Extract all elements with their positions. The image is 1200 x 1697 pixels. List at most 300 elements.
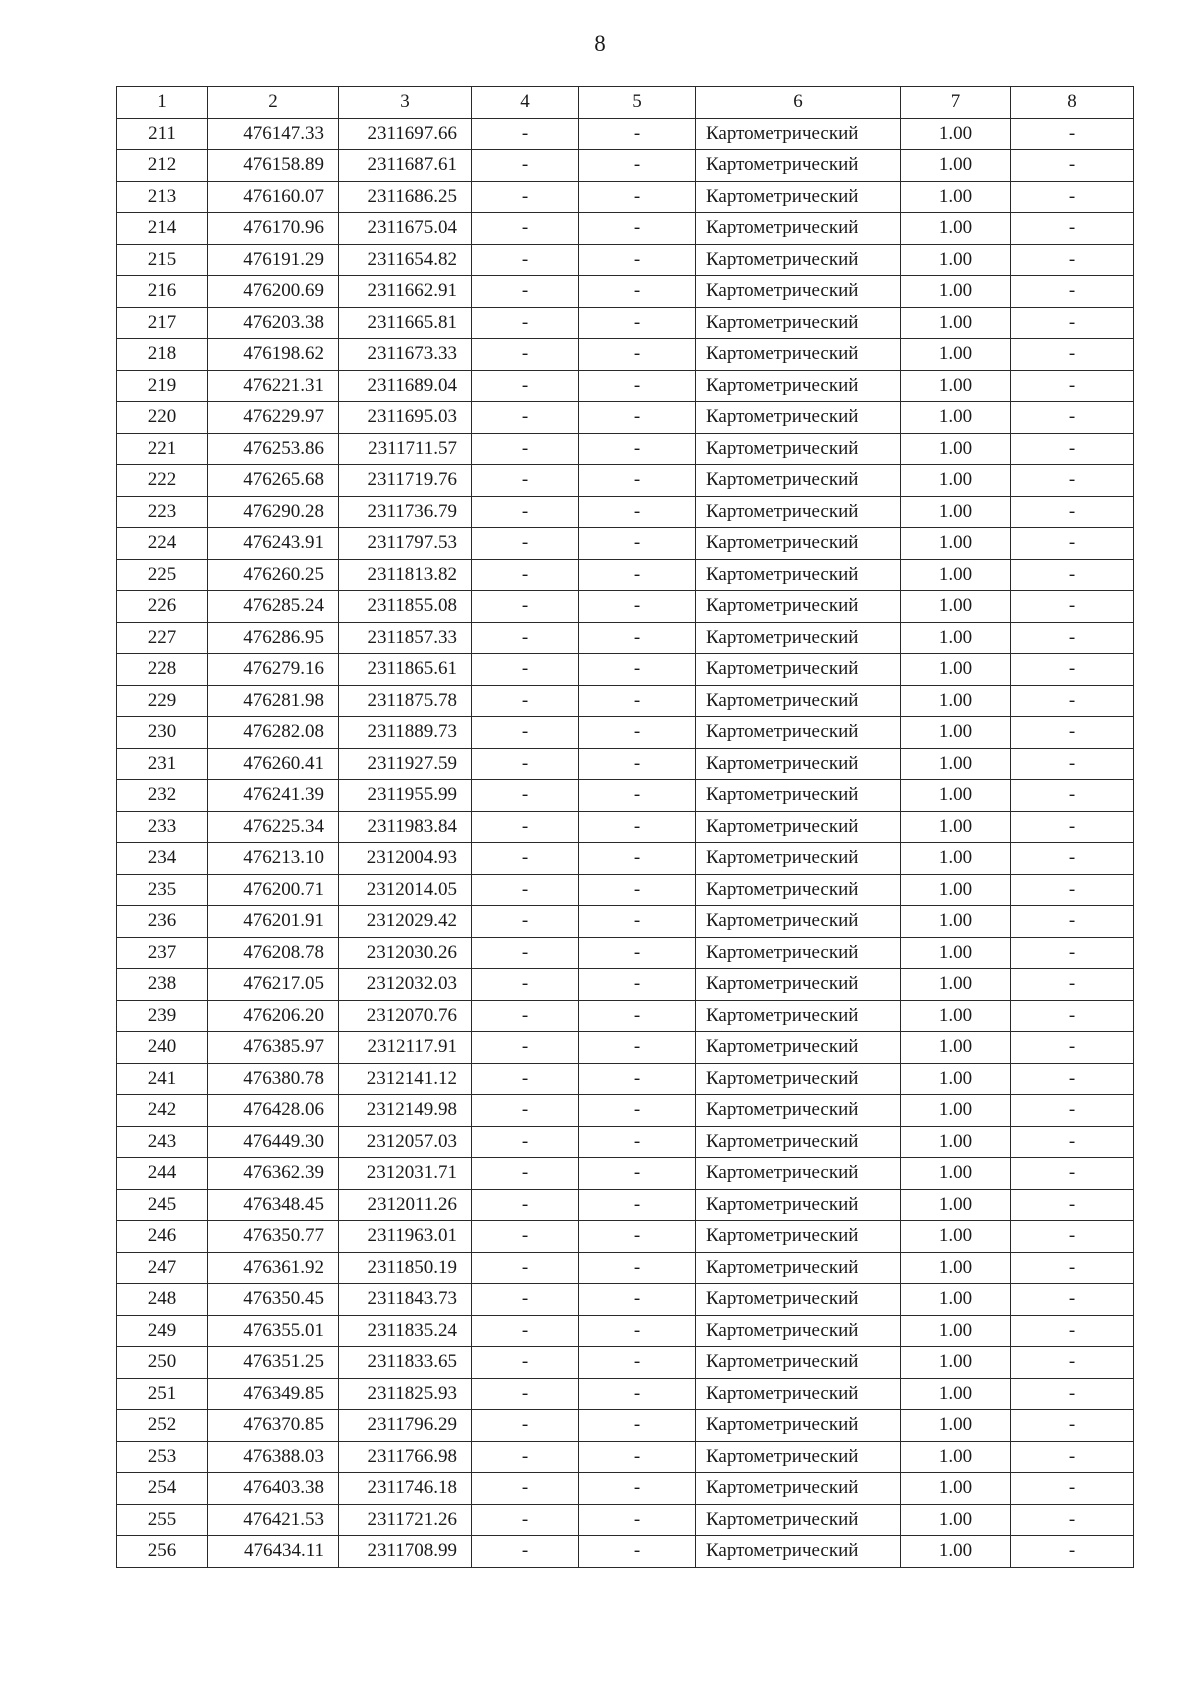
x-coordinate-cell: 476147.33 [208, 118, 339, 150]
point-number-cell: 211 [117, 118, 208, 150]
column-8-value-cell: - [1011, 1063, 1134, 1095]
table-row [117, 528, 1134, 560]
column-5-value-cell: - [579, 591, 696, 623]
column-8-value-cell: - [1011, 1347, 1134, 1379]
method-cell: Картометрический [696, 811, 901, 843]
x-coordinate-cell: 476349.85 [208, 1378, 339, 1410]
y-coordinate-cell: 2312030.26 [339, 937, 472, 969]
column-5-value-cell: - [579, 874, 696, 906]
table-row [117, 244, 1134, 276]
column-4-value-cell: - [472, 370, 579, 402]
method-cell: Картометрический [696, 622, 901, 654]
column-4-value-cell: - [472, 1032, 579, 1064]
method-cell: Картометрический [696, 402, 901, 434]
column-5-value-cell: - [579, 748, 696, 780]
column-4-value-cell: - [472, 843, 579, 875]
column-5-value-cell: - [579, 1189, 696, 1221]
method-cell: Картометрический [696, 1441, 901, 1473]
table-row [117, 1473, 1134, 1505]
method-cell: Картометрический [696, 1000, 901, 1032]
table-row [117, 181, 1134, 213]
column-header: 3 [339, 87, 472, 119]
column-8-value-cell: - [1011, 874, 1134, 906]
column-4-value-cell: - [472, 244, 579, 276]
column-8-value-cell: - [1011, 1032, 1134, 1064]
accuracy-cell: 1.00 [901, 1032, 1011, 1064]
column-8-value-cell: - [1011, 717, 1134, 749]
column-4-value-cell: - [472, 1158, 579, 1190]
column-8-value-cell: - [1011, 1000, 1134, 1032]
column-8-value-cell: - [1011, 433, 1134, 465]
accuracy-cell: 1.00 [901, 213, 1011, 245]
method-cell: Картометрический [696, 1315, 901, 1347]
method-cell: Картометрический [696, 181, 901, 213]
method-cell: Картометрический [696, 276, 901, 308]
table-row [117, 717, 1134, 749]
method-cell: Картометрический [696, 1347, 901, 1379]
accuracy-cell: 1.00 [901, 1504, 1011, 1536]
accuracy-cell: 1.00 [901, 118, 1011, 150]
column-8-value-cell: - [1011, 811, 1134, 843]
accuracy-cell: 1.00 [901, 874, 1011, 906]
point-number-cell: 228 [117, 654, 208, 686]
column-5-value-cell: - [579, 1473, 696, 1505]
point-number-cell: 225 [117, 559, 208, 591]
method-cell: Картометрический [696, 969, 901, 1001]
accuracy-cell: 1.00 [901, 276, 1011, 308]
method-cell: Картометрический [696, 244, 901, 276]
accuracy-cell: 1.00 [901, 150, 1011, 182]
x-coordinate-cell: 476170.96 [208, 213, 339, 245]
y-coordinate-cell: 2312117.91 [339, 1032, 472, 1064]
method-cell: Картометрический [696, 1473, 901, 1505]
y-coordinate-cell: 2311675.04 [339, 213, 472, 245]
x-coordinate-cell: 476362.39 [208, 1158, 339, 1190]
x-coordinate-cell: 476265.68 [208, 465, 339, 497]
point-number-cell: 230 [117, 717, 208, 749]
accuracy-cell: 1.00 [901, 1095, 1011, 1127]
y-coordinate-cell: 2312029.42 [339, 906, 472, 938]
accuracy-cell: 1.00 [901, 1441, 1011, 1473]
point-number-cell: 243 [117, 1126, 208, 1158]
column-4-value-cell: - [472, 906, 579, 938]
table-row [117, 622, 1134, 654]
column-8-value-cell: - [1011, 307, 1134, 339]
point-number-cell: 212 [117, 150, 208, 182]
y-coordinate-cell: 2311697.66 [339, 118, 472, 150]
table-row [117, 276, 1134, 308]
y-coordinate-cell: 2311835.24 [339, 1315, 472, 1347]
point-number-cell: 244 [117, 1158, 208, 1190]
point-number-cell: 241 [117, 1063, 208, 1095]
column-8-value-cell: - [1011, 969, 1134, 1001]
column-4-value-cell: - [472, 559, 579, 591]
point-number-cell: 227 [117, 622, 208, 654]
method-cell: Картометрический [696, 591, 901, 623]
column-5-value-cell: - [579, 969, 696, 1001]
point-number-cell: 236 [117, 906, 208, 938]
y-coordinate-cell: 2311857.33 [339, 622, 472, 654]
method-cell: Картометрический [696, 1221, 901, 1253]
column-5-value-cell: - [579, 843, 696, 875]
accuracy-cell: 1.00 [901, 402, 1011, 434]
column-5-value-cell: - [579, 150, 696, 182]
y-coordinate-cell: 2311708.99 [339, 1536, 472, 1568]
x-coordinate-cell: 476449.30 [208, 1126, 339, 1158]
column-8-value-cell: - [1011, 906, 1134, 938]
column-5-value-cell: - [579, 465, 696, 497]
column-8-value-cell: - [1011, 1189, 1134, 1221]
column-5-value-cell: - [579, 622, 696, 654]
y-coordinate-cell: 2312141.12 [339, 1063, 472, 1095]
y-coordinate-cell: 2311654.82 [339, 244, 472, 276]
point-number-cell: 254 [117, 1473, 208, 1505]
column-8-value-cell: - [1011, 1410, 1134, 1442]
y-coordinate-cell: 2312149.98 [339, 1095, 472, 1127]
method-cell: Картометрический [696, 307, 901, 339]
x-coordinate-cell: 476434.11 [208, 1536, 339, 1568]
column-5-value-cell: - [579, 118, 696, 150]
y-coordinate-cell: 2312014.05 [339, 874, 472, 906]
x-coordinate-cell: 476350.77 [208, 1221, 339, 1253]
accuracy-cell: 1.00 [901, 370, 1011, 402]
accuracy-cell: 1.00 [901, 496, 1011, 528]
column-5-value-cell: - [579, 1378, 696, 1410]
method-cell: Картометрический [696, 1158, 901, 1190]
table-row [117, 339, 1134, 371]
column-5-value-cell: - [579, 1347, 696, 1379]
point-number-cell: 223 [117, 496, 208, 528]
accuracy-cell: 1.00 [901, 1536, 1011, 1568]
column-4-value-cell: - [472, 1536, 579, 1568]
accuracy-cell: 1.00 [901, 654, 1011, 686]
column-8-value-cell: - [1011, 339, 1134, 371]
x-coordinate-cell: 476350.45 [208, 1284, 339, 1316]
x-coordinate-cell: 476243.91 [208, 528, 339, 560]
method-cell: Картометрический [696, 906, 901, 938]
y-coordinate-cell: 2311955.99 [339, 780, 472, 812]
y-coordinate-cell: 2311746.18 [339, 1473, 472, 1505]
method-cell: Картометрический [696, 937, 901, 969]
accuracy-cell: 1.00 [901, 1347, 1011, 1379]
table-row [117, 1158, 1134, 1190]
column-4-value-cell: - [472, 118, 579, 150]
column-8-value-cell: - [1011, 843, 1134, 875]
column-4-value-cell: - [472, 402, 579, 434]
x-coordinate-cell: 476160.07 [208, 181, 339, 213]
accuracy-cell: 1.00 [901, 1473, 1011, 1505]
column-4-value-cell: - [472, 213, 579, 245]
accuracy-cell: 1.00 [901, 811, 1011, 843]
column-8-value-cell: - [1011, 465, 1134, 497]
point-number-cell: 238 [117, 969, 208, 1001]
accuracy-cell: 1.00 [901, 559, 1011, 591]
table-row [117, 1536, 1134, 1568]
x-coordinate-cell: 476361.92 [208, 1252, 339, 1284]
table-row [117, 843, 1134, 875]
accuracy-cell: 1.00 [901, 433, 1011, 465]
accuracy-cell: 1.00 [901, 717, 1011, 749]
column-4-value-cell: - [472, 717, 579, 749]
point-number-cell: 220 [117, 402, 208, 434]
column-header: 2 [208, 87, 339, 119]
y-coordinate-cell: 2312011.26 [339, 1189, 472, 1221]
column-header: 4 [472, 87, 579, 119]
table-row [117, 1095, 1134, 1127]
x-coordinate-cell: 476351.25 [208, 1347, 339, 1379]
table-row [117, 370, 1134, 402]
y-coordinate-cell: 2311766.98 [339, 1441, 472, 1473]
column-5-value-cell: - [579, 370, 696, 402]
y-coordinate-cell: 2311719.76 [339, 465, 472, 497]
point-number-cell: 246 [117, 1221, 208, 1253]
table-row [117, 496, 1134, 528]
accuracy-cell: 1.00 [901, 1410, 1011, 1442]
point-number-cell: 250 [117, 1347, 208, 1379]
method-cell: Картометрический [696, 685, 901, 717]
x-coordinate-cell: 476206.20 [208, 1000, 339, 1032]
table-row [117, 811, 1134, 843]
y-coordinate-cell: 2311850.19 [339, 1252, 472, 1284]
table-row [117, 1378, 1134, 1410]
method-cell: Картометрический [696, 717, 901, 749]
y-coordinate-cell: 2311665.81 [339, 307, 472, 339]
method-cell: Картометрический [696, 874, 901, 906]
point-number-cell: 237 [117, 937, 208, 969]
column-8-value-cell: - [1011, 1378, 1134, 1410]
method-cell: Картометрический [696, 528, 901, 560]
y-coordinate-cell: 2311983.84 [339, 811, 472, 843]
column-4-value-cell: - [472, 181, 579, 213]
column-4-value-cell: - [472, 1284, 579, 1316]
column-5-value-cell: - [579, 937, 696, 969]
column-8-value-cell: - [1011, 591, 1134, 623]
y-coordinate-cell: 2312004.93 [339, 843, 472, 875]
column-4-value-cell: - [472, 937, 579, 969]
table-row [117, 1410, 1134, 1442]
y-coordinate-cell: 2312032.03 [339, 969, 472, 1001]
x-coordinate-cell: 476241.39 [208, 780, 339, 812]
column-8-value-cell: - [1011, 1095, 1134, 1127]
column-5-value-cell: - [579, 559, 696, 591]
x-coordinate-cell: 476198.62 [208, 339, 339, 371]
x-coordinate-cell: 476385.97 [208, 1032, 339, 1064]
column-4-value-cell: - [472, 1000, 579, 1032]
point-number-cell: 248 [117, 1284, 208, 1316]
table-row [117, 1126, 1134, 1158]
column-5-value-cell: - [579, 654, 696, 686]
x-coordinate-cell: 476281.98 [208, 685, 339, 717]
point-number-cell: 233 [117, 811, 208, 843]
y-coordinate-cell: 2311889.73 [339, 717, 472, 749]
column-5-value-cell: - [579, 276, 696, 308]
x-coordinate-cell: 476421.53 [208, 1504, 339, 1536]
table-row [117, 1189, 1134, 1221]
method-cell: Картометрический [696, 654, 901, 686]
accuracy-cell: 1.00 [901, 1252, 1011, 1284]
accuracy-cell: 1.00 [901, 1000, 1011, 1032]
x-coordinate-cell: 476290.28 [208, 496, 339, 528]
table-row [117, 1284, 1134, 1316]
y-coordinate-cell: 2311686.25 [339, 181, 472, 213]
column-5-value-cell: - [579, 307, 696, 339]
point-number-cell: 229 [117, 685, 208, 717]
x-coordinate-cell: 476348.45 [208, 1189, 339, 1221]
table-row [117, 937, 1134, 969]
point-number-cell: 234 [117, 843, 208, 875]
column-4-value-cell: - [472, 1315, 579, 1347]
point-number-cell: 255 [117, 1504, 208, 1536]
point-number-cell: 247 [117, 1252, 208, 1284]
column-8-value-cell: - [1011, 1504, 1134, 1536]
column-header: 5 [579, 87, 696, 119]
column-8-value-cell: - [1011, 1473, 1134, 1505]
accuracy-cell: 1.00 [901, 1378, 1011, 1410]
column-8-value-cell: - [1011, 496, 1134, 528]
column-header: 6 [696, 87, 901, 119]
table-row [117, 1221, 1134, 1253]
method-cell: Картометрический [696, 1063, 901, 1095]
accuracy-cell: 1.00 [901, 1126, 1011, 1158]
y-coordinate-cell: 2311796.29 [339, 1410, 472, 1442]
column-8-value-cell: - [1011, 1221, 1134, 1253]
table-row [117, 874, 1134, 906]
y-coordinate-cell: 2311662.91 [339, 276, 472, 308]
column-8-value-cell: - [1011, 150, 1134, 182]
point-number-cell: 239 [117, 1000, 208, 1032]
column-4-value-cell: - [472, 1504, 579, 1536]
table-row [117, 213, 1134, 245]
column-4-value-cell: - [472, 811, 579, 843]
table-row [117, 1032, 1134, 1064]
method-cell: Картометрический [696, 150, 901, 182]
accuracy-cell: 1.00 [901, 528, 1011, 560]
column-4-value-cell: - [472, 1095, 579, 1127]
column-5-value-cell: - [579, 1410, 696, 1442]
column-4-value-cell: - [472, 874, 579, 906]
y-coordinate-cell: 2311711.57 [339, 433, 472, 465]
point-number-cell: 245 [117, 1189, 208, 1221]
accuracy-cell: 1.00 [901, 969, 1011, 1001]
column-8-value-cell: - [1011, 780, 1134, 812]
method-cell: Картометрический [696, 1378, 901, 1410]
column-5-value-cell: - [579, 906, 696, 938]
accuracy-cell: 1.00 [901, 780, 1011, 812]
column-4-value-cell: - [472, 654, 579, 686]
table-row [117, 906, 1134, 938]
column-8-value-cell: - [1011, 748, 1134, 780]
column-8-value-cell: - [1011, 181, 1134, 213]
column-4-value-cell: - [472, 465, 579, 497]
accuracy-cell: 1.00 [901, 1189, 1011, 1221]
point-number-cell: 218 [117, 339, 208, 371]
method-cell: Картометрический [696, 118, 901, 150]
y-coordinate-cell: 2311825.93 [339, 1378, 472, 1410]
x-coordinate-cell: 476203.38 [208, 307, 339, 339]
table-row [117, 150, 1134, 182]
accuracy-cell: 1.00 [901, 1158, 1011, 1190]
method-cell: Картометрический [696, 559, 901, 591]
column-8-value-cell: - [1011, 937, 1134, 969]
accuracy-cell: 1.00 [901, 748, 1011, 780]
column-5-value-cell: - [579, 433, 696, 465]
table-row [117, 1441, 1134, 1473]
column-5-value-cell: - [579, 1126, 696, 1158]
x-coordinate-cell: 476217.05 [208, 969, 339, 1001]
table-row [117, 1504, 1134, 1536]
table-header-row [117, 87, 1134, 119]
x-coordinate-cell: 476286.95 [208, 622, 339, 654]
method-cell: Картометрический [696, 465, 901, 497]
column-5-value-cell: - [579, 1000, 696, 1032]
column-5-value-cell: - [579, 1536, 696, 1568]
x-coordinate-cell: 476370.85 [208, 1410, 339, 1442]
method-cell: Картометрический [696, 1252, 901, 1284]
column-5-value-cell: - [579, 811, 696, 843]
column-8-value-cell: - [1011, 559, 1134, 591]
column-5-value-cell: - [579, 496, 696, 528]
y-coordinate-cell: 2311797.53 [339, 528, 472, 560]
column-8-value-cell: - [1011, 1158, 1134, 1190]
x-coordinate-cell: 476355.01 [208, 1315, 339, 1347]
column-header: 1 [117, 87, 208, 119]
column-4-value-cell: - [472, 1473, 579, 1505]
accuracy-cell: 1.00 [901, 843, 1011, 875]
method-cell: Картометрический [696, 370, 901, 402]
column-8-value-cell: - [1011, 1284, 1134, 1316]
column-5-value-cell: - [579, 1158, 696, 1190]
y-coordinate-cell: 2311689.04 [339, 370, 472, 402]
accuracy-cell: 1.00 [901, 1063, 1011, 1095]
x-coordinate-cell: 476201.91 [208, 906, 339, 938]
table-row [117, 433, 1134, 465]
column-5-value-cell: - [579, 1315, 696, 1347]
point-number-cell: 253 [117, 1441, 208, 1473]
column-5-value-cell: - [579, 685, 696, 717]
column-header: 8 [1011, 87, 1134, 119]
y-coordinate-cell: 2311843.73 [339, 1284, 472, 1316]
x-coordinate-cell: 476253.86 [208, 433, 339, 465]
page-number: 8 [594, 31, 606, 56]
y-coordinate-cell: 2311736.79 [339, 496, 472, 528]
x-coordinate-cell: 476428.06 [208, 1095, 339, 1127]
column-4-value-cell: - [472, 1378, 579, 1410]
column-5-value-cell: - [579, 528, 696, 560]
y-coordinate-cell: 2311927.59 [339, 748, 472, 780]
column-4-value-cell: - [472, 622, 579, 654]
x-coordinate-cell: 476221.31 [208, 370, 339, 402]
column-8-value-cell: - [1011, 1441, 1134, 1473]
point-number-cell: 222 [117, 465, 208, 497]
accuracy-cell: 1.00 [901, 1315, 1011, 1347]
point-number-cell: 217 [117, 307, 208, 339]
column-8-value-cell: - [1011, 1126, 1134, 1158]
y-coordinate-cell: 2311865.61 [339, 654, 472, 686]
table-body [117, 118, 1134, 1567]
column-4-value-cell: - [472, 339, 579, 371]
column-4-value-cell: - [472, 276, 579, 308]
column-4-value-cell: - [472, 528, 579, 560]
y-coordinate-cell: 2311833.65 [339, 1347, 472, 1379]
accuracy-cell: 1.00 [901, 591, 1011, 623]
y-coordinate-cell: 2311721.26 [339, 1504, 472, 1536]
column-8-value-cell: - [1011, 685, 1134, 717]
y-coordinate-cell: 2311813.82 [339, 559, 472, 591]
method-cell: Картометрический [696, 1189, 901, 1221]
x-coordinate-cell: 476279.16 [208, 654, 339, 686]
column-8-value-cell: - [1011, 1536, 1134, 1568]
accuracy-cell: 1.00 [901, 1221, 1011, 1253]
